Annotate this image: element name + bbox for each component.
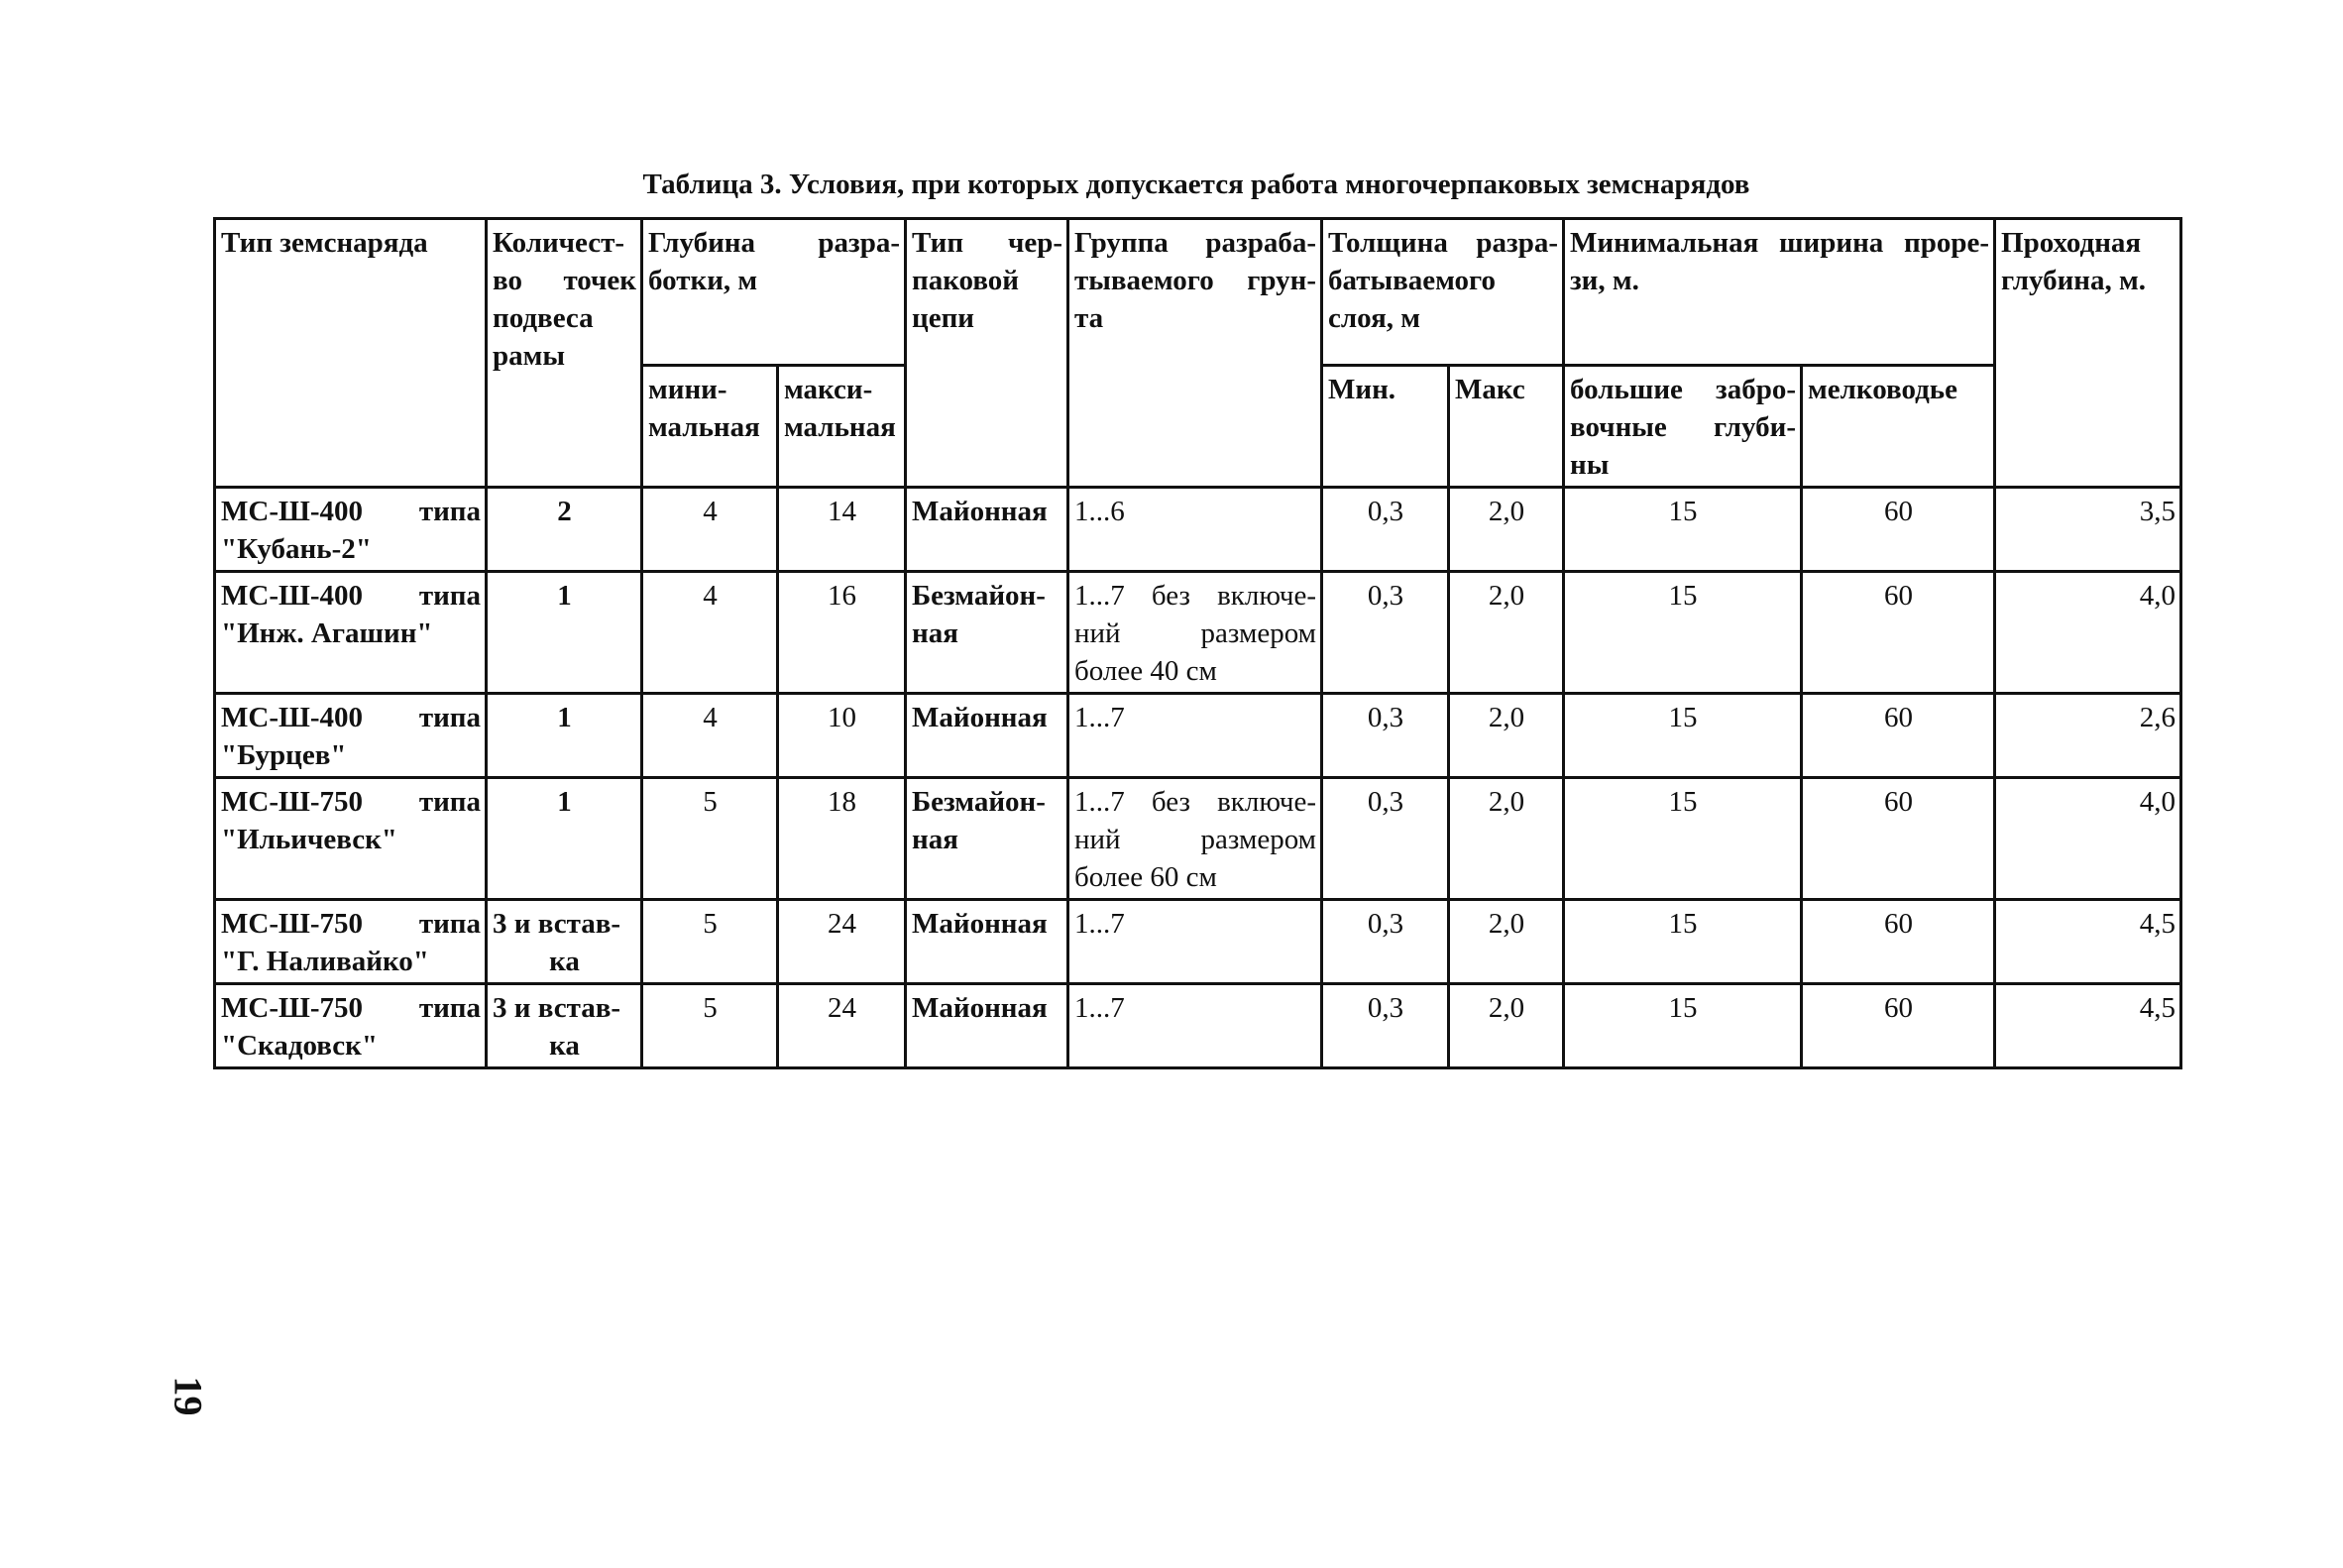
suspension-points-cell: 1 [487, 572, 642, 694]
width-shallow-cell: 60 [1802, 778, 1995, 900]
depth-min-cell: 4 [642, 572, 778, 694]
depth-min-cell: 4 [642, 488, 778, 572]
suspension-points-cell: 2 [487, 488, 642, 572]
layer-max-cell: 2,0 [1449, 694, 1564, 778]
table-row [215, 488, 2181, 572]
depth-max-cell: 24 [778, 984, 906, 1068]
chain-type-cell: Майонная [906, 900, 1068, 984]
header-layer-min: Мин. [1322, 366, 1449, 488]
soil-group-cell: 1...7 без включе- ний размером более 60 см [1068, 778, 1322, 900]
header-layer: Толщина разра- батываемого слоя, м [1322, 219, 1564, 366]
chain-type-cell: Майонная [906, 984, 1068, 1068]
soil-group-cell: 1...6 [1068, 488, 1322, 572]
layer-max-cell: 2,0 [1449, 984, 1564, 1068]
page-number: 19 [166, 1376, 211, 1416]
soil-group-cell: 1...7 [1068, 900, 1322, 984]
width-shallow-cell: 60 [1802, 900, 1995, 984]
pass-depth-cell: 4,0 [1995, 572, 2181, 694]
width-deep-cell: 15 [1564, 778, 1802, 900]
dredger-name-cell: МС-Ш-750 типа "Г. Наливайко" [215, 900, 487, 984]
header-depth-max: макси- мальная [778, 366, 906, 488]
layer-min-cell: 0,3 [1322, 984, 1449, 1068]
depth-min-cell: 5 [642, 984, 778, 1068]
table-caption: Таблица 3. Условия, при которых допускается работа многочерпаковых земснарядов [642, 168, 1750, 200]
pass-depth-cell: 4,0 [1995, 778, 2181, 900]
pass-depth-cell: 4,5 [1995, 984, 2181, 1068]
table-row [215, 900, 2181, 984]
width-deep-cell: 15 [1564, 984, 1802, 1068]
table-row [215, 984, 2181, 1068]
depth-min-cell: 4 [642, 694, 778, 778]
header-width: Минимальная ширина проре-зи, м. [1564, 219, 1995, 366]
layer-max-cell: 2,0 [1449, 900, 1564, 984]
header-points: Количест- во точек подвеса рамы [487, 219, 642, 488]
depth-min-cell: 5 [642, 778, 778, 900]
table-row [215, 778, 2181, 900]
layer-min-cell: 0,3 [1322, 694, 1449, 778]
header-row-1 [215, 219, 2181, 366]
suspension-points-cell: 1 [487, 778, 642, 900]
table-row [215, 572, 2181, 694]
dredger-name-cell: МС-Ш-750 типа "Скадовск" [215, 984, 487, 1068]
header-width-shallow: мелководье [1802, 366, 1995, 488]
layer-max-cell: 2,0 [1449, 572, 1564, 694]
dredger-name-cell: МС-Ш-750 типа "Ильичевск" [215, 778, 487, 900]
header-layer-max: Макс [1449, 366, 1564, 488]
table-row [215, 694, 2181, 778]
layer-min-cell: 0,3 [1322, 572, 1449, 694]
header-depth-min: мини- мальная [642, 366, 778, 488]
chain-type-cell: Безмайон- ная [906, 572, 1068, 694]
depth-max-cell: 10 [778, 694, 906, 778]
pass-depth-cell: 2,6 [1995, 694, 2181, 778]
layer-min-cell: 0,3 [1322, 778, 1449, 900]
pass-depth-cell: 4,5 [1995, 900, 2181, 984]
depth-min-cell: 5 [642, 900, 778, 984]
width-deep-cell: 15 [1564, 488, 1802, 572]
soil-group-cell: 1...7 [1068, 694, 1322, 778]
width-shallow-cell: 60 [1802, 694, 1995, 778]
soil-group-cell: 1...7 [1068, 984, 1322, 1068]
soil-group-cell: 1...7 без включе- ний размером более 40 см [1068, 572, 1322, 694]
dredger-name-cell: МС-Ш-400 типа "Бурцев" [215, 694, 487, 778]
depth-max-cell: 16 [778, 572, 906, 694]
suspension-points-cell: 3 и встав- ка [487, 900, 642, 984]
header-type: Тип земснаряда [215, 219, 487, 488]
width-shallow-cell: 60 [1802, 572, 1995, 694]
layer-min-cell: 0,3 [1322, 900, 1449, 984]
pass-depth-cell: 3,5 [1995, 488, 2181, 572]
chain-type-cell: Безмайон- ная [906, 778, 1068, 900]
header-width-deep: большие забро- вочные глуби- ны [1564, 366, 1802, 488]
layer-max-cell: 2,0 [1449, 488, 1564, 572]
chain-type-cell: Майонная [906, 694, 1068, 778]
depth-max-cell: 18 [778, 778, 906, 900]
width-shallow-cell: 60 [1802, 984, 1995, 1068]
header-pass: Проходная глубина, м. [1995, 219, 2181, 488]
width-deep-cell: 15 [1564, 694, 1802, 778]
layer-min-cell: 0,3 [1322, 488, 1449, 572]
dredger-name-cell: МС-Ш-400 типа "Инж. Агашин" [215, 572, 487, 694]
suspension-points-cell: 3 и встав- ка [487, 984, 642, 1068]
width-deep-cell: 15 [1564, 572, 1802, 694]
depth-max-cell: 24 [778, 900, 906, 984]
width-deep-cell: 15 [1564, 900, 1802, 984]
header-soil: Группа разраба- тываемого грун- та [1068, 219, 1322, 488]
layer-max-cell: 2,0 [1449, 778, 1564, 900]
header-chain: Тип чер- паковой цепи [906, 219, 1068, 488]
dredger-name-cell: МС-Ш-400 типа "Кубань-2" [215, 488, 487, 572]
width-shallow-cell: 60 [1802, 488, 1995, 572]
suspension-points-cell: 1 [487, 694, 642, 778]
chain-type-cell: Майонная [906, 488, 1068, 572]
header-depth: Глубина разра- ботки, м [642, 219, 906, 366]
depth-max-cell: 14 [778, 488, 906, 572]
dredger-conditions-table [213, 217, 2182, 1069]
